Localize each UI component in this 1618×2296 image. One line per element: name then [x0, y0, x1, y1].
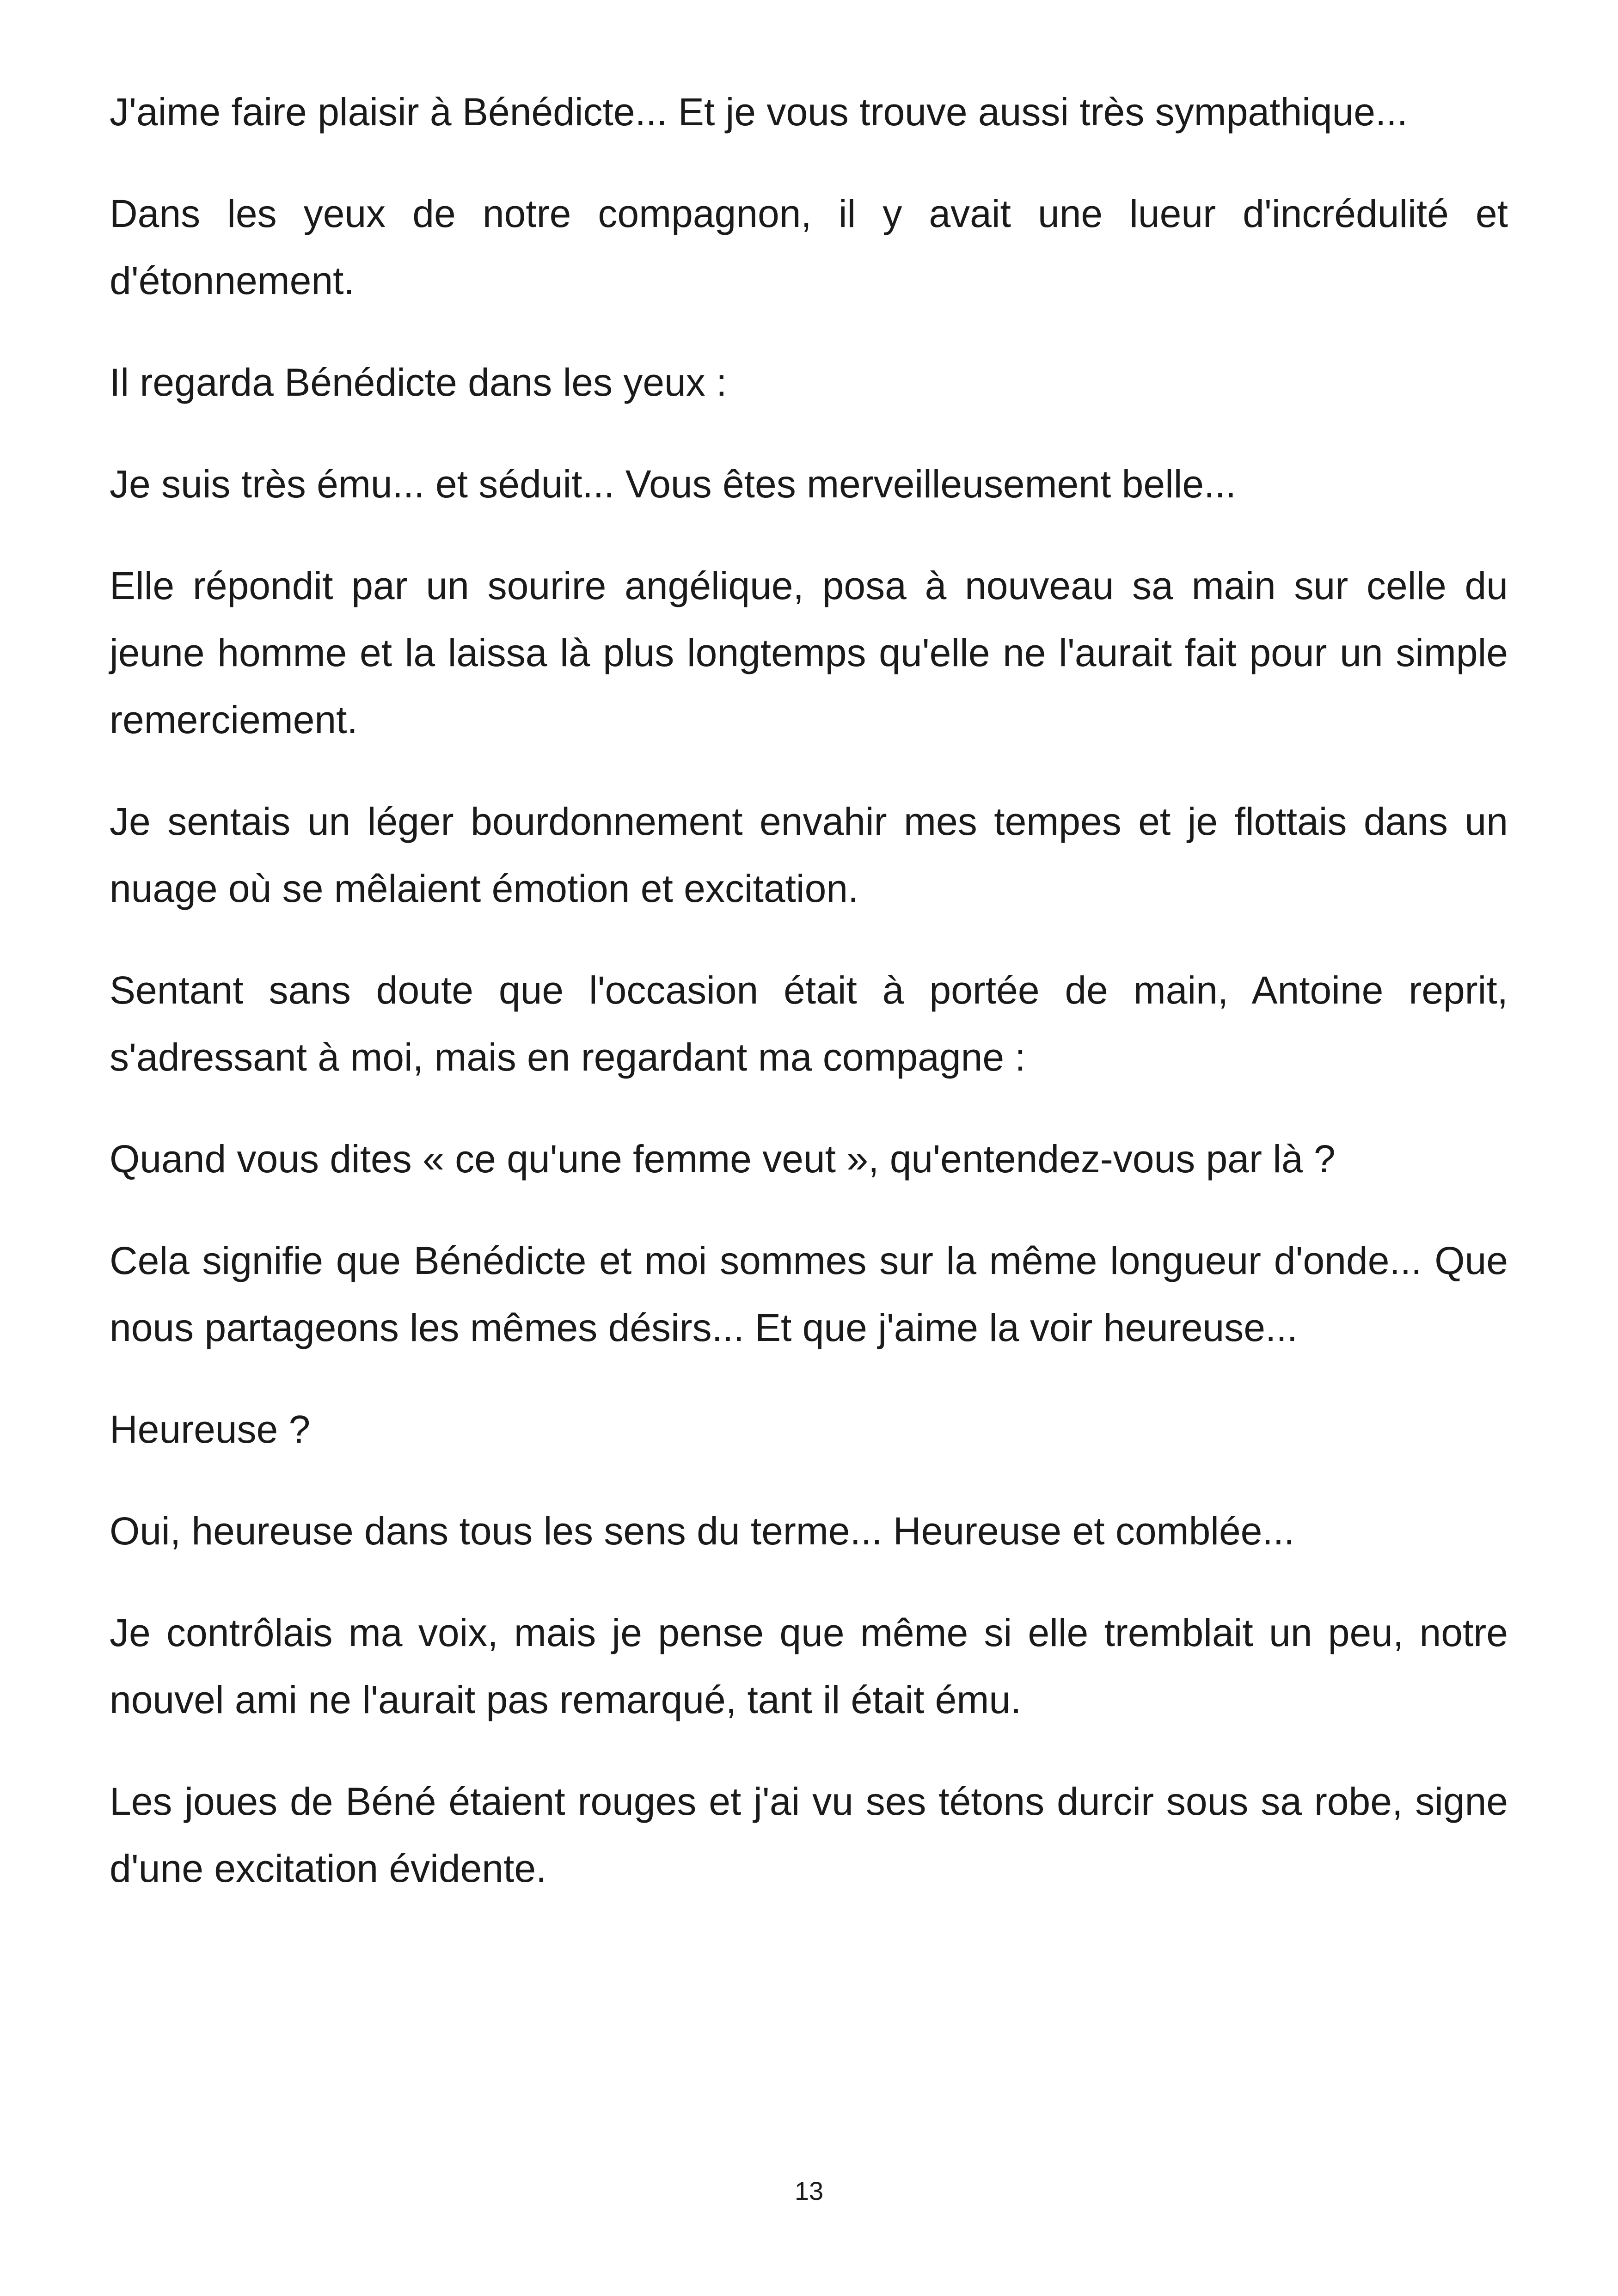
paragraph: Je contrôlais ma voix, mais je pense que même si elle tremblait un peu, notre nouvel ami ne l'aurait pas remarqué, tant il était ému.: [110, 1611, 1508, 1721]
text-body: [110, 79, 1508, 1937]
paragraph: Je suis très ému... et séduit... Vous êtes merveilleusement belle...: [110, 462, 1237, 506]
paragraph: Je sentais un léger bourdonnement envahir mes tempes et je flottais dans un nuage où se mêlaient émotion et excitation.: [110, 800, 1508, 910]
paragraph: Heureuse ?: [110, 1408, 311, 1451]
paragraph: Quand vous dites « ce qu'une femme veut », qu'entendez-vous par là ?: [110, 1137, 1336, 1181]
page-number: 13: [794, 2176, 824, 2205]
paragraph: J'aime faire plaisir à Bénédicte... Et je vous trouve aussi très sympathique...: [110, 90, 1408, 134]
paragraph: Les joues de Béné étaient rouges et j'ai vu ses tétons durcir sous sa robe, signe d'une excitation évidente.: [110, 1780, 1508, 1890]
paragraph: Il regarda Bénédicte dans les yeux :: [110, 361, 727, 404]
paragraph: Dans les yeux de notre compagnon, il y avait une lueur d'incrédulité et d'étonnement.: [110, 192, 1508, 302]
paragraph: Cela signifie que Bénédicte et moi sommes sur la même longueur d'onde... Que nous partageons les mêmes désirs... Et que j'aime la voir heureuse...: [110, 1239, 1508, 1349]
paragraph: Oui, heureuse dans tous les sens du terme... Heureuse et comblée...: [110, 1509, 1295, 1553]
paragraph: Elle répondit par un sourire angélique, posa à nouveau sa main sur celle du jeune homme et la laissa là plus longtemps qu'elle ne l'aurait fait pour un simple remerciement.: [110, 564, 1508, 741]
paragraph: Sentant sans doute que l'occasion était à portée de main, Antoine reprit, s'adressant à moi, mais en regardant ma compagne :: [110, 968, 1508, 1079]
